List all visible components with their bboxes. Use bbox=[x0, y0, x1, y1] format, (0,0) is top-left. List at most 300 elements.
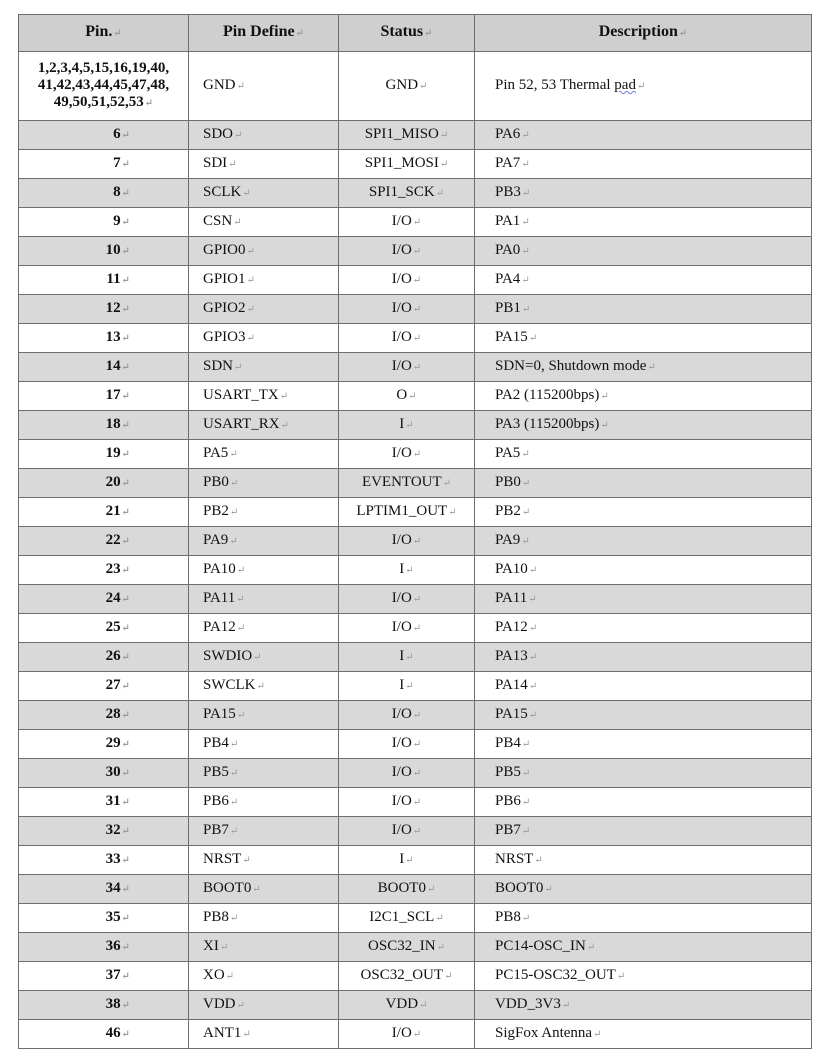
paragraph-mark-icon: ↵ bbox=[412, 275, 422, 286]
pin-define-cell: VDD↵ bbox=[189, 991, 339, 1020]
paragraph-mark-icon: ↵ bbox=[408, 391, 417, 402]
description-cell: PB7↵ bbox=[475, 817, 812, 846]
status-cell: I↵ bbox=[339, 556, 475, 585]
pin-number-cell: 7↵ bbox=[19, 150, 189, 179]
status-cell: SPI1_SCK↵ bbox=[339, 179, 475, 208]
pin-number-cell: 35↵ bbox=[19, 904, 189, 933]
pin-define-cell: PB4↵ bbox=[189, 730, 339, 759]
status-cell: I/O↵ bbox=[339, 759, 475, 788]
status-cell: I↵ bbox=[339, 672, 475, 701]
pin-number-cell: 25↵ bbox=[19, 614, 189, 643]
status-cell: I/O↵ bbox=[339, 266, 475, 295]
table-row bbox=[19, 179, 812, 208]
description-cell: PA4↵ bbox=[475, 266, 812, 295]
pin-number-cell: 6↵ bbox=[19, 121, 189, 150]
paragraph-mark-icon: ↵ bbox=[521, 188, 531, 199]
table-row bbox=[19, 585, 812, 614]
description-cell: PA3 (115200bps)↵ bbox=[475, 411, 812, 440]
paragraph-mark-icon: ↵ bbox=[236, 594, 245, 605]
pin-define-cell: PA10↵ bbox=[189, 556, 339, 585]
status-cell: I/O↵ bbox=[339, 730, 475, 759]
pin-define-cell: SWCLK↵ bbox=[189, 672, 339, 701]
paragraph-mark-icon: ↵ bbox=[246, 333, 255, 344]
paragraph-mark-icon: ↵ bbox=[412, 739, 422, 750]
pin-number-cell: 31↵ bbox=[19, 788, 189, 817]
pin-number-cell: 18↵ bbox=[19, 411, 189, 440]
paragraph-mark-icon: ↵ bbox=[121, 536, 130, 547]
paragraph-mark-icon: ↵ bbox=[229, 478, 239, 489]
table-row bbox=[19, 440, 812, 469]
paragraph-mark-icon: ↵ bbox=[121, 942, 130, 953]
paragraph-mark-icon: ↵ bbox=[236, 81, 245, 92]
pin-define-cell: ANT1↵ bbox=[189, 1020, 339, 1049]
table-row bbox=[19, 150, 812, 179]
paragraph-mark-icon: ↵ bbox=[444, 971, 453, 982]
table-row bbox=[19, 527, 812, 556]
description-cell: PA15↵ bbox=[475, 324, 812, 353]
paragraph-mark-icon: ↵ bbox=[521, 739, 531, 750]
table-row bbox=[19, 295, 812, 324]
paragraph-mark-icon: ↵ bbox=[219, 942, 229, 953]
pin-define-cell: PB0↵ bbox=[189, 469, 339, 498]
table-row bbox=[19, 701, 812, 730]
pin-number-cell: 23↵ bbox=[19, 556, 189, 585]
paragraph-mark-icon: ↵ bbox=[121, 797, 130, 808]
paragraph-mark-icon: ↵ bbox=[246, 275, 255, 286]
paragraph-mark-icon: ↵ bbox=[229, 739, 239, 750]
paragraph-mark-icon: ↵ bbox=[436, 942, 445, 953]
paragraph-mark-icon: ↵ bbox=[121, 130, 130, 141]
pin-definition-table bbox=[18, 14, 812, 1049]
status-cell: I/O↵ bbox=[339, 295, 475, 324]
pin-number-cell: 46↵ bbox=[19, 1020, 189, 1049]
paragraph-mark-icon: ↵ bbox=[412, 710, 422, 721]
paragraph-mark-icon: ↵ bbox=[121, 304, 130, 315]
pin-number-cell: 37↵ bbox=[19, 962, 189, 991]
pin-define-cell: BOOT0↵ bbox=[189, 875, 339, 904]
paragraph-mark-icon: ↵ bbox=[442, 478, 452, 489]
description-cell: PA14↵ bbox=[475, 672, 812, 701]
paragraph-mark-icon: ↵ bbox=[521, 449, 530, 460]
paragraph-mark-icon: ↵ bbox=[280, 420, 290, 431]
table-header-row bbox=[19, 15, 812, 52]
pin-number-cell: 36↵ bbox=[19, 933, 189, 962]
table-row bbox=[19, 469, 812, 498]
paragraph-mark-icon: ↵ bbox=[419, 81, 428, 92]
paragraph-mark-icon: ↵ bbox=[121, 478, 130, 489]
paragraph-mark-icon: ↵ bbox=[412, 826, 422, 837]
paragraph-mark-icon: ↵ bbox=[246, 246, 255, 257]
table-row bbox=[19, 759, 812, 788]
pin-define-cell: PB5↵ bbox=[189, 759, 339, 788]
pin-number-cell: 9↵ bbox=[19, 208, 189, 237]
status-cell: I/O↵ bbox=[339, 208, 475, 237]
pin-number-cell: 8↵ bbox=[19, 179, 189, 208]
paragraph-mark-icon: ↵ bbox=[412, 304, 422, 315]
table-row bbox=[19, 556, 812, 585]
paragraph-mark-icon: ↵ bbox=[121, 768, 130, 779]
description-cell: NRST↵ bbox=[475, 846, 812, 875]
paragraph-mark-icon: ↵ bbox=[121, 362, 130, 373]
pin-define-cell: SDO↵ bbox=[189, 121, 339, 150]
paragraph-mark-icon: ↵ bbox=[412, 449, 422, 460]
pin-define-cell: GND↵ bbox=[189, 52, 339, 121]
paragraph-mark-icon: ↵ bbox=[521, 246, 530, 257]
paragraph-mark-icon: ↵ bbox=[236, 565, 246, 576]
pin-define-cell: SDN↵ bbox=[189, 353, 339, 382]
paragraph-mark-icon: ↵ bbox=[405, 681, 414, 692]
paragraph-mark-icon: ↵ bbox=[121, 420, 130, 431]
status-cell: I/O↵ bbox=[339, 585, 475, 614]
paragraph-mark-icon: ↵ bbox=[234, 362, 243, 373]
paragraph-mark-icon: ↵ bbox=[121, 275, 130, 286]
paragraph-mark-icon: ↵ bbox=[544, 884, 553, 895]
paragraph-mark-icon: ↵ bbox=[647, 362, 656, 373]
table-body bbox=[19, 52, 812, 1049]
status-cell: I/O↵ bbox=[339, 353, 475, 382]
paragraph-mark-icon: ↵ bbox=[412, 246, 422, 257]
paragraph-mark-icon: ↵ bbox=[229, 826, 239, 837]
pin-define-cell: PB8↵ bbox=[189, 904, 339, 933]
pin-number-cell: 29↵ bbox=[19, 730, 189, 759]
paragraph-mark-icon: ↵ bbox=[435, 188, 445, 199]
description-cell: PB3↵ bbox=[475, 179, 812, 208]
paragraph-mark-icon: ↵ bbox=[121, 217, 130, 228]
pin-number-cell: 27↵ bbox=[19, 672, 189, 701]
paragraph-mark-icon: ↵ bbox=[246, 304, 255, 315]
paragraph-mark-icon: ↵ bbox=[279, 391, 289, 402]
paragraph-mark-icon: ↵ bbox=[528, 594, 537, 605]
description-cell: PA11↵ bbox=[475, 585, 812, 614]
status-cell: OSC32_IN↵ bbox=[339, 933, 475, 962]
paragraph-mark-icon: ↵ bbox=[229, 507, 239, 518]
pin-number-cell: 10↵ bbox=[19, 237, 189, 266]
pin-number-cell: 34↵ bbox=[19, 875, 189, 904]
paragraph-mark-icon: ↵ bbox=[229, 449, 238, 460]
paragraph-mark-icon: ↵ bbox=[405, 565, 414, 576]
pin-define-cell: GPIO0↵ bbox=[189, 237, 339, 266]
pin-define-cell: PA9↵ bbox=[189, 527, 339, 556]
paragraph-mark-icon: ↵ bbox=[242, 1029, 251, 1040]
description-cell: PA6↵ bbox=[475, 121, 812, 150]
paragraph-mark-icon: ↵ bbox=[521, 478, 531, 489]
paragraph-mark-icon: ↵ bbox=[252, 884, 261, 895]
pin-number-cell: 11↵ bbox=[19, 266, 189, 295]
paragraph-mark-icon: ↵ bbox=[121, 333, 130, 344]
table-row bbox=[19, 121, 812, 150]
pin-number-cell: 22↵ bbox=[19, 527, 189, 556]
description-cell: Pin 52, 53 Thermal pad↵ bbox=[475, 52, 812, 121]
paragraph-mark-icon: ↵ bbox=[412, 362, 422, 373]
paragraph-mark-icon: ↵ bbox=[121, 971, 130, 982]
paragraph-mark-icon: ↵ bbox=[121, 246, 130, 257]
paragraph-mark-icon: ↵ bbox=[121, 449, 130, 460]
paragraph-mark-icon: ↵ bbox=[521, 159, 530, 170]
description-cell: PA7↵ bbox=[475, 150, 812, 179]
pin-number-cell: 12↵ bbox=[19, 295, 189, 324]
pin-define-cell: SCLK↵ bbox=[189, 179, 339, 208]
table-row bbox=[19, 846, 812, 875]
description-cell: PA1↵ bbox=[475, 208, 812, 237]
paragraph-mark-icon: ↵ bbox=[236, 623, 246, 634]
description-cell: BOOT0↵ bbox=[475, 875, 812, 904]
pin-number-cell: 32↵ bbox=[19, 817, 189, 846]
paragraph-mark-icon: ↵ bbox=[534, 855, 543, 866]
paragraph-mark-icon: ↵ bbox=[256, 681, 265, 692]
paragraph-mark-icon: ↵ bbox=[528, 710, 538, 721]
pin-number-cell: 20↵ bbox=[19, 469, 189, 498]
status-cell: I↵ bbox=[339, 411, 475, 440]
pin-define-cell: NRST↵ bbox=[189, 846, 339, 875]
table-row bbox=[19, 875, 812, 904]
pin-define-cell: GPIO1↵ bbox=[189, 266, 339, 295]
paragraph-mark-icon: ↵ bbox=[242, 188, 251, 199]
pin-define-cell: PA11↵ bbox=[189, 585, 339, 614]
paragraph-mark-icon: ↵ bbox=[121, 855, 130, 866]
status-cell: EVENTOUT↵ bbox=[339, 469, 475, 498]
table-row bbox=[19, 266, 812, 295]
description-cell: SigFox Antenna↵ bbox=[475, 1020, 812, 1049]
paragraph-mark-icon: ↵ bbox=[528, 681, 538, 692]
paragraph-mark-icon: ↵ bbox=[521, 826, 531, 837]
paragraph-mark-icon: ↵ bbox=[521, 797, 531, 808]
paragraph-mark-icon: ↵ bbox=[528, 623, 538, 634]
paragraph-mark-icon: ↵ bbox=[121, 623, 130, 634]
paragraph-mark-icon: ↵ bbox=[229, 797, 239, 808]
table-row bbox=[19, 817, 812, 846]
paragraph-mark-icon: ↵ bbox=[405, 652, 414, 663]
pin-define-cell: GPIO3↵ bbox=[189, 324, 339, 353]
status-cell: I/O↵ bbox=[339, 527, 475, 556]
pin-define-cell: XI↵ bbox=[189, 933, 339, 962]
table-row bbox=[19, 643, 812, 672]
status-cell: SPI1_MOSI↵ bbox=[339, 150, 475, 179]
table-row bbox=[19, 904, 812, 933]
paragraph-mark-icon: ↵ bbox=[225, 971, 235, 982]
status-cell: I/O↵ bbox=[339, 237, 475, 266]
paragraph-mark-icon: ↵ bbox=[521, 768, 531, 779]
description-cell: PA13↵ bbox=[475, 643, 812, 672]
paragraph-mark-icon: ↵ bbox=[439, 159, 449, 170]
pin-number-cell: 28↵ bbox=[19, 701, 189, 730]
header-pin-define: Pin Define↵ bbox=[189, 15, 339, 52]
pin-define-cell: SWDIO↵ bbox=[189, 643, 339, 672]
status-cell: VDD↵ bbox=[339, 991, 475, 1020]
paragraph-mark-icon: ↵ bbox=[412, 797, 422, 808]
paragraph-mark-icon: ↵ bbox=[528, 652, 538, 663]
paragraph-mark-icon: ↵ bbox=[121, 1029, 130, 1040]
pin-number-cell: 26↵ bbox=[19, 643, 189, 672]
pin-number-cell: 38↵ bbox=[19, 991, 189, 1020]
pin-define-cell: XO↵ bbox=[189, 962, 339, 991]
paragraph-mark-icon: ↵ bbox=[405, 855, 414, 866]
paragraph-mark-icon: ↵ bbox=[448, 507, 457, 518]
description-cell: PB4↵ bbox=[475, 730, 812, 759]
table-row bbox=[19, 498, 812, 527]
description-cell: PB1↵ bbox=[475, 295, 812, 324]
table-row bbox=[19, 411, 812, 440]
status-cell: I/O↵ bbox=[339, 614, 475, 643]
paragraph-mark-icon: ↵ bbox=[121, 826, 130, 837]
status-cell: OSC32_OUT↵ bbox=[339, 962, 475, 991]
paragraph-mark-icon: ↵ bbox=[593, 1029, 602, 1040]
status-cell: I↵ bbox=[339, 643, 475, 672]
description-cell: VDD_3V3↵ bbox=[475, 991, 812, 1020]
pin-define-cell: PB7↵ bbox=[189, 817, 339, 846]
table-row bbox=[19, 730, 812, 759]
pin-define-cell: PB6↵ bbox=[189, 788, 339, 817]
pin-number-cell: 14↵ bbox=[19, 353, 189, 382]
pin-number-cell: 17↵ bbox=[19, 382, 189, 411]
header-pin: Pin.↵ bbox=[19, 15, 189, 52]
description-cell: PB6↵ bbox=[475, 788, 812, 817]
status-cell: I/O↵ bbox=[339, 1020, 475, 1049]
pin-number-cell: 33↵ bbox=[19, 846, 189, 875]
paragraph-mark-icon: ↵ bbox=[521, 130, 530, 141]
table-row bbox=[19, 933, 812, 962]
pin-number-cell: 21↵ bbox=[19, 498, 189, 527]
paragraph-mark-icon: ↵ bbox=[121, 739, 130, 750]
paragraph-mark-icon: ↵ bbox=[121, 507, 130, 518]
pin-number-cell: 30↵ bbox=[19, 759, 189, 788]
paragraph-mark-icon: ↵ bbox=[521, 913, 531, 924]
status-cell: BOOT0↵ bbox=[339, 875, 475, 904]
paragraph-mark-icon: ↵ bbox=[242, 855, 251, 866]
status-cell: I/O↵ bbox=[339, 701, 475, 730]
status-cell: I2C1_SCL↵ bbox=[339, 904, 475, 933]
paragraph-mark-icon: ↵ bbox=[121, 565, 130, 576]
description-cell: PB8↵ bbox=[475, 904, 812, 933]
description-cell: PA15↵ bbox=[475, 701, 812, 730]
description-cell: PC14-OSC_IN↵ bbox=[475, 933, 812, 962]
paragraph-mark-icon: ↵ bbox=[121, 188, 130, 199]
description-cell: PA5↵ bbox=[475, 440, 812, 469]
paragraph-mark-icon: ↵ bbox=[121, 391, 130, 402]
header-description: Description↵ bbox=[475, 15, 812, 52]
description-cell: PA9↵ bbox=[475, 527, 812, 556]
table-row bbox=[19, 614, 812, 643]
paragraph-mark-icon: ↵ bbox=[412, 623, 422, 634]
table-row bbox=[19, 324, 812, 353]
description-cell: PB0↵ bbox=[475, 469, 812, 498]
status-cell: I/O↵ bbox=[339, 788, 475, 817]
paragraph-mark-icon: ↵ bbox=[121, 710, 130, 721]
paragraph-mark-icon: ↵ bbox=[439, 130, 449, 141]
status-cell: O↵ bbox=[339, 382, 475, 411]
paragraph-mark-icon: ↵ bbox=[435, 913, 444, 924]
pin-define-cell: USART_TX↵ bbox=[189, 382, 339, 411]
status-cell: LPTIM1_OUT↵ bbox=[339, 498, 475, 527]
description-cell: PA10↵ bbox=[475, 556, 812, 585]
paragraph-mark-icon: ↵ bbox=[412, 333, 422, 344]
pin-define-cell: PA5↵ bbox=[189, 440, 339, 469]
paragraph-mark-icon: ↵ bbox=[412, 536, 422, 547]
table-row bbox=[19, 237, 812, 266]
paragraph-mark-icon: ↵ bbox=[229, 768, 239, 779]
pin-define-cell: PA12↵ bbox=[189, 614, 339, 643]
paragraph-mark-icon: ↵ bbox=[121, 159, 130, 170]
pin-define-cell: SDI↵ bbox=[189, 150, 339, 179]
table-row bbox=[19, 208, 812, 237]
paragraph-mark-icon: ↵ bbox=[426, 884, 436, 895]
pin-number-cell: 1,2,3,4,5,15,16,19,40, 41,42,43,44,45,47,48, 49,50,51,52,53↵ bbox=[19, 52, 189, 121]
paragraph-mark-icon: ↵ bbox=[528, 565, 538, 576]
description-cell: PA2 (115200bps)↵ bbox=[475, 382, 812, 411]
pin-number-cell: 19↵ bbox=[19, 440, 189, 469]
paragraph-mark-icon: ↵ bbox=[412, 217, 422, 228]
table-row bbox=[19, 788, 812, 817]
header-status: Status↵ bbox=[339, 15, 475, 52]
pin-number-cell: 24↵ bbox=[19, 585, 189, 614]
paragraph-mark-icon: ↵ bbox=[229, 913, 239, 924]
pin-define-cell: PB2↵ bbox=[189, 498, 339, 527]
paragraph-mark-icon: ↵ bbox=[521, 304, 531, 315]
paragraph-mark-icon: ↵ bbox=[144, 98, 154, 109]
paragraph-mark-icon: ↵ bbox=[412, 594, 422, 605]
paragraph-mark-icon: ↵ bbox=[121, 884, 130, 895]
paragraph-mark-icon: ↵ bbox=[521, 275, 530, 286]
pin-define-cell: GPIO2↵ bbox=[189, 295, 339, 324]
pin-define-cell: CSN↵ bbox=[189, 208, 339, 237]
description-cell: PA0↵ bbox=[475, 237, 812, 266]
status-cell: I↵ bbox=[339, 846, 475, 875]
paragraph-mark-icon: ↵ bbox=[412, 768, 422, 779]
paragraph-mark-icon: ↵ bbox=[253, 652, 262, 663]
paragraph-mark-icon: ↵ bbox=[121, 913, 130, 924]
paragraph-mark-icon: ↵ bbox=[521, 507, 531, 518]
status-cell: I/O↵ bbox=[339, 817, 475, 846]
paragraph-mark-icon: ↵ bbox=[600, 420, 609, 431]
paragraph-mark-icon: ↵ bbox=[521, 536, 530, 547]
description-cell: PA12↵ bbox=[475, 614, 812, 643]
table-row bbox=[19, 52, 812, 121]
paragraph-mark-icon: ↵ bbox=[236, 1000, 245, 1011]
paragraph-mark-icon: ↵ bbox=[521, 217, 530, 228]
table-row bbox=[19, 382, 812, 411]
table-row bbox=[19, 991, 812, 1020]
table-row bbox=[19, 962, 812, 991]
paragraph-mark-icon: ↵ bbox=[229, 536, 238, 547]
status-cell: SPI1_MISO↵ bbox=[339, 121, 475, 150]
paragraph-mark-icon: ↵ bbox=[121, 1000, 130, 1011]
paragraph-mark-icon: ↵ bbox=[419, 1000, 428, 1011]
status-cell: GND↵ bbox=[339, 52, 475, 121]
description-cell: PC15-OSC32_OUT↵ bbox=[475, 962, 812, 991]
status-cell: I/O↵ bbox=[339, 324, 475, 353]
pin-number-cell: 13↵ bbox=[19, 324, 189, 353]
paragraph-mark-icon: ↵ bbox=[228, 159, 237, 170]
paragraph-mark-icon: ↵ bbox=[236, 710, 246, 721]
paragraph-mark-icon: ↵ bbox=[586, 942, 596, 953]
description-cell: PB2↵ bbox=[475, 498, 812, 527]
spellcheck-underline-word: pad bbox=[614, 77, 636, 93]
pin-define-cell: USART_RX↵ bbox=[189, 411, 339, 440]
paragraph-mark-icon: ↵ bbox=[528, 333, 538, 344]
description-cell: SDN=0, Shutdown mode↵ bbox=[475, 353, 812, 382]
paragraph-mark-icon: ↵ bbox=[616, 971, 626, 982]
paragraph-mark-icon: ↵ bbox=[405, 420, 414, 431]
paragraph-mark-icon: ↵ bbox=[121, 681, 130, 692]
paragraph-mark-icon: ↵ bbox=[636, 81, 646, 92]
paragraph-mark-icon: ↵ bbox=[233, 217, 242, 228]
paragraph-mark-icon: ↵ bbox=[412, 1029, 422, 1040]
pin-define-cell: PA15↵ bbox=[189, 701, 339, 730]
paragraph-mark-icon: ↵ bbox=[234, 130, 243, 141]
paragraph-mark-icon: ↵ bbox=[561, 1000, 571, 1011]
table-row bbox=[19, 353, 812, 382]
description-cell: PB5↵ bbox=[475, 759, 812, 788]
paragraph-mark-icon: ↵ bbox=[121, 594, 130, 605]
